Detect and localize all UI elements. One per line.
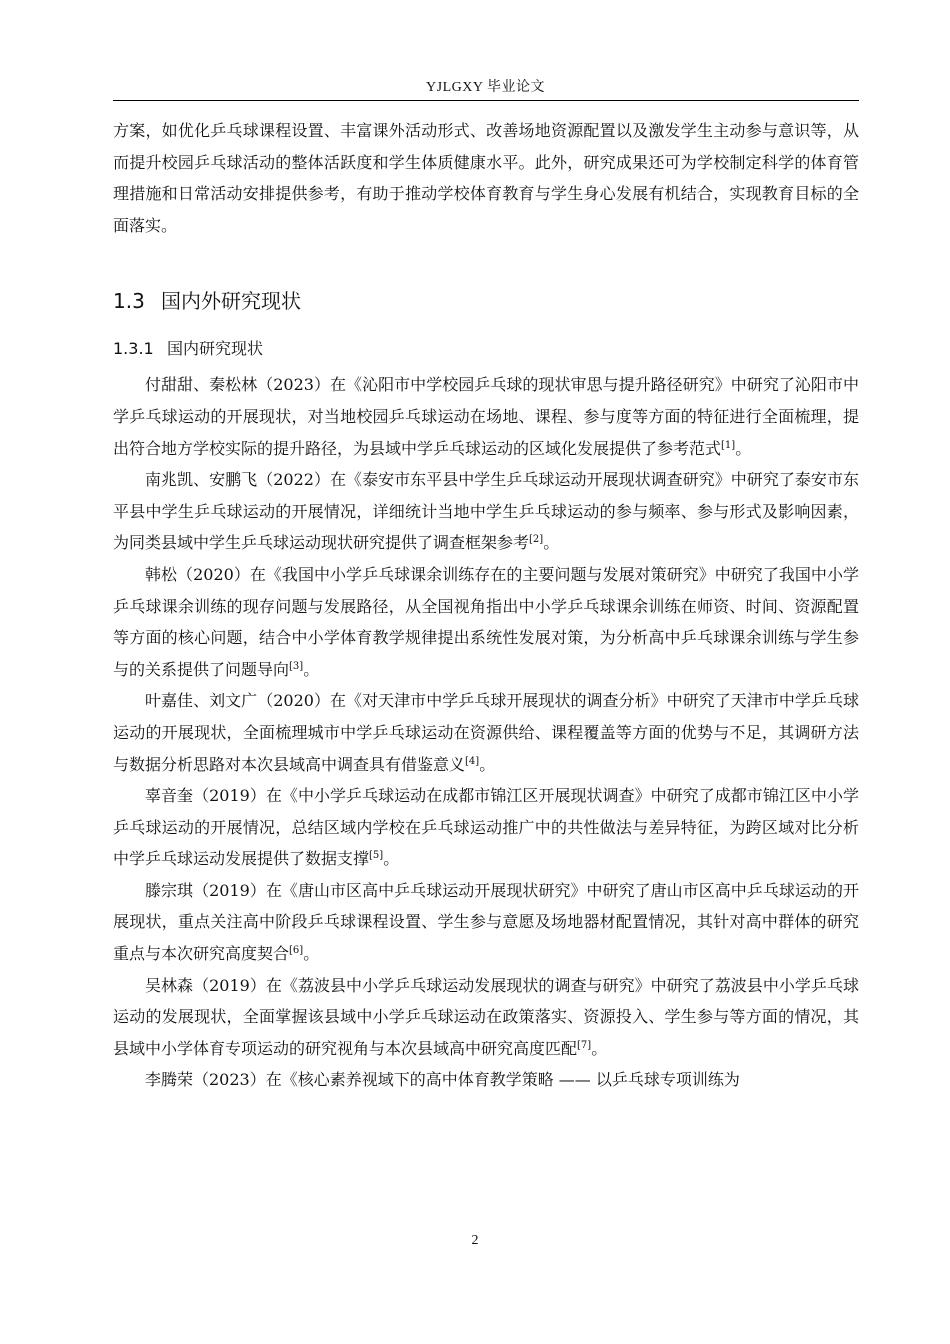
- paragraph-text: 韩松（2020）在《我国中小学乒乓球课余训练存在的主要问题与发展对策研究》中研究了我国中小学乒乓球课余训练的现存问题与发展路径，从全国视角指出中小学乒乓球课余训练在师资、时间、资源配置等方面的核心问题，结合中小学体育教学规律提出系统性发展对策，为分析高中乒乓球课余训练与学生参与的关系提供了问题导向: [113, 564, 859, 679]
- citation-ref: [6]: [289, 945, 304, 957]
- body-paragraph: [113, 464, 859, 559]
- paragraph-text: 付甜甜、秦松林（2023）在《沁阳市中学校园乒乓球的现状审思与提升路径研究》中研究了沁阳市中学乒乓球运动的开展现状，对当地校园乒乓球运动在场地、课程、参与度等方面的特征进行全面梳理，提出符合地方学校实际的提升路径，为县域中学乒乓球运动的区域化发展提供了参考范式: [113, 375, 859, 458]
- paragraph-end: 。: [591, 1038, 608, 1058]
- body-paragraph: [113, 369, 859, 464]
- body-paragraph: [113, 875, 859, 970]
- paragraph-end: 。: [735, 438, 752, 458]
- body-paragraph: [113, 559, 859, 685]
- header-divider: [113, 100, 859, 101]
- paragraph-end: 。: [479, 754, 496, 774]
- paragraph-text: 叶嘉佳、刘文广（2020）在《对天津市中学乒乓球开展现状的调查分析》中研究了天津市中学乒乓球运动的开展现状，全面梳理城市中学乒乓球运动在资源供给、课程覆盖等方面的优势与不足，其调研方法与数据分析思路对本次县域高中调查具有借鉴意义: [113, 691, 859, 774]
- body-paragraph: [113, 970, 859, 1065]
- section-title: 国内外研究现状: [161, 289, 301, 314]
- paragraph-end: 。: [303, 944, 320, 964]
- paragraph-text: 滕宗琪（2019）在《唐山市区高中乒乓球运动开展现状研究》中研究了唐山市区高中乒乓球运动的开展现状，重点关注高中阶段乒乓球课程设置、学生参与意愿及场地器材配置情况，其针对高中群体的研究重点与本次研究高度契合: [113, 880, 859, 964]
- body-paragraph: [113, 685, 859, 780]
- citation-ref: [3]: [289, 660, 304, 672]
- section-heading: [113, 273, 859, 329]
- page-content: [113, 115, 859, 1096]
- paragraph-end: 。: [383, 849, 400, 869]
- body-paragraph: [113, 1064, 859, 1096]
- paragraph-end: 。: [543, 533, 560, 553]
- running-header: YJLGXY 毕业论文: [426, 80, 545, 95]
- citation-ref: [7]: [577, 1039, 592, 1051]
- page-number: 2: [471, 1233, 479, 1248]
- paragraph-text: 吴林森（2019）在《荔波县中小学乒乓球运动发展现状的调查与研究》中研究了荔波县中小学乒乓球运动的发展现状，全面掌握该县域中小学乒乓球运动在政策落实、资源投入、学生参与等方面的情况，其县域中小学体育专项运动的研究视角与本次县域高中研究高度匹配: [113, 975, 859, 1058]
- body-paragraph: [113, 780, 859, 875]
- citation-ref: [4]: [465, 755, 480, 767]
- section-number: 1.3: [113, 289, 145, 314]
- citation-ref: [1]: [721, 439, 736, 451]
- subsection-heading: [113, 329, 859, 369]
- subsection-number: 1.3.1: [113, 339, 154, 359]
- paragraph-text: 李腾荣（2023）在《核心素养视域下的高中体育教学策略 —— 以乒乓球专项训练为: [145, 1070, 740, 1090]
- intro-paragraph: 方案，如优化乒乓球课程设置、丰富课外活动形式、改善场地资源配置以及激发学生主动参与意识等，从而提升校园乒乓球活动的整体活跃度和学生体质健康水平。此外，研究成果还可为学校制定科学的体育管理措施和日常活动安排提供参考，有助于推动学校体育教育与学生身心发展有机结合，实现教育目标的全面落实。: [113, 121, 859, 235]
- paragraph-text: 南兆凯、安鹏飞（2022）在《泰安市东平县中学生乒乓球运动开展现状调查研究》中研究了泰安市东平县中学生乒乓球运动的开展情况，详细统计当地中学生乒乓球运动的参与频率、参与形式及影响因素，为同类县域中学生乒乓球运动现状研究提供了调查框架参考: [113, 470, 859, 553]
- citation-ref: [5]: [369, 850, 384, 862]
- citation-ref: [2]: [529, 534, 544, 546]
- paragraph-text: 辜音奎（2019）在《中小学乒乓球运动在成都市锦江区开展现状调查》中研究了成都市锦江区中小学乒乓球运动的开展情况，总结区域内学校在乒乓球运动推广中的共性做法与差异特征，为跨区域对比分析中学乒乓球运动发展提供了数据支撑: [113, 786, 859, 869]
- subsection-title: 国内研究现状: [167, 339, 264, 359]
- paragraph-end: 。: [303, 659, 320, 679]
